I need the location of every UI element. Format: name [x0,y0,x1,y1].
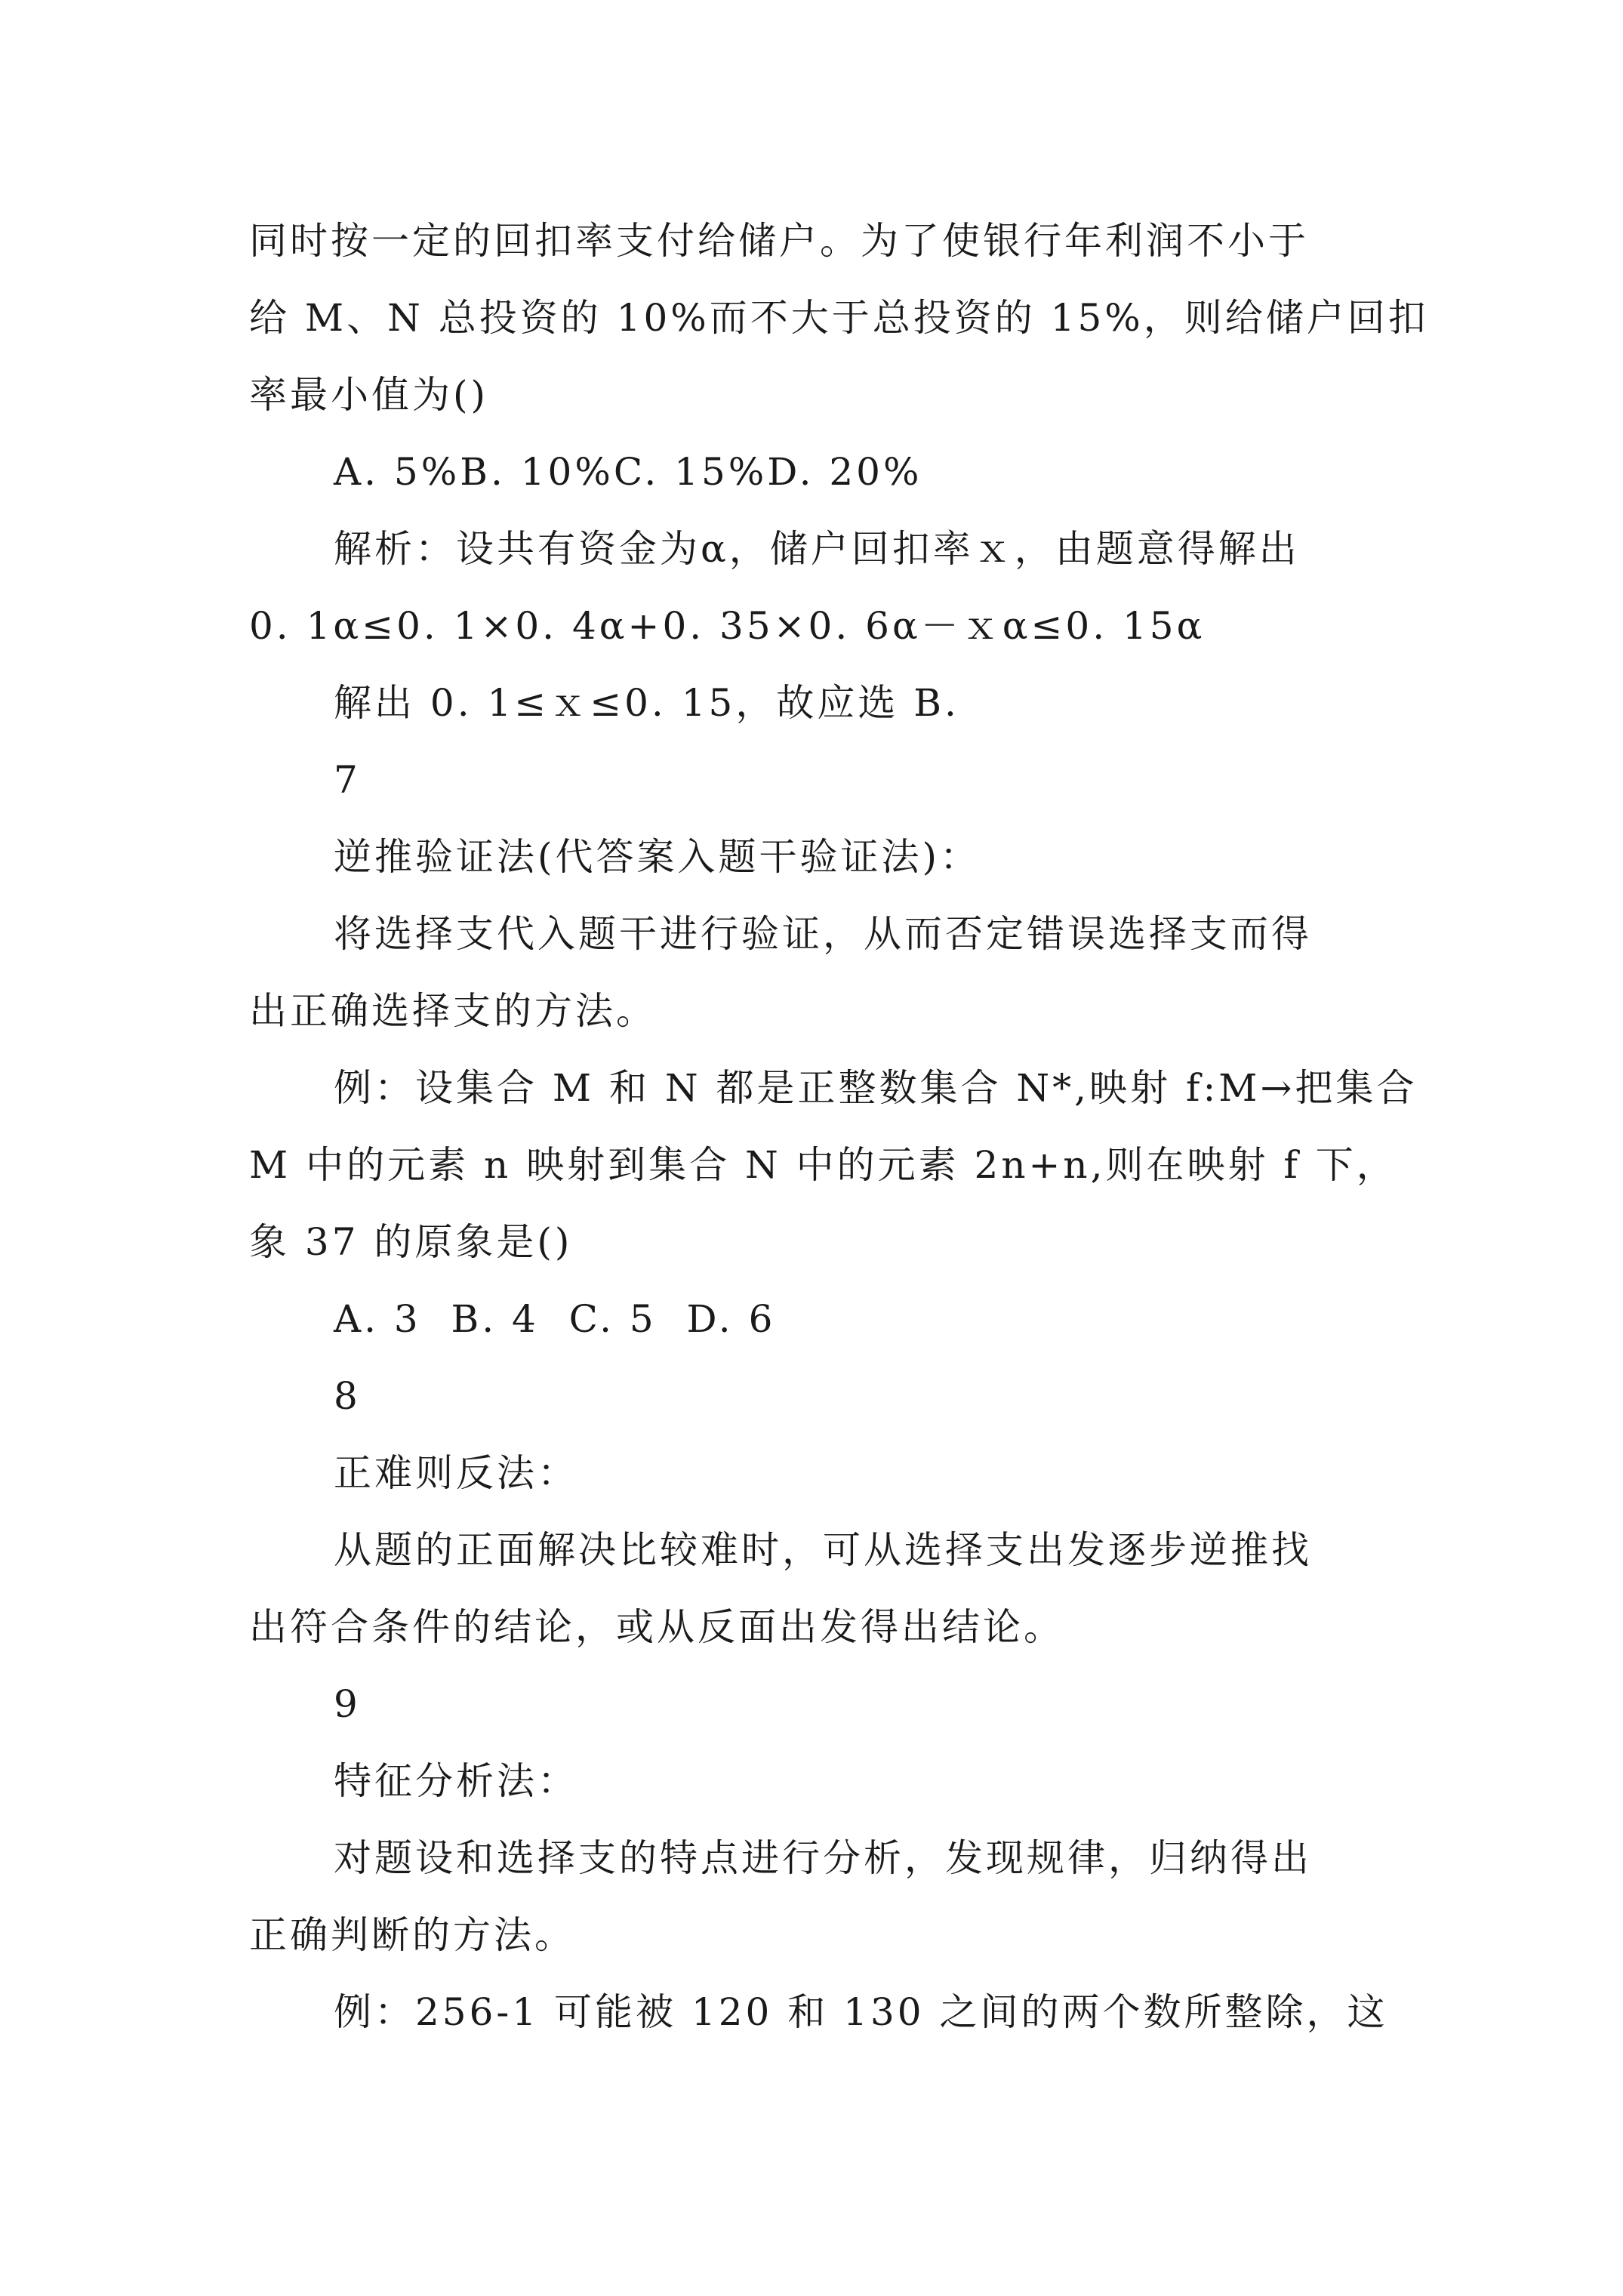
text-line: 象 37 的原象是() [249,1220,573,1264]
example-text: 例：设集合 M 和 N 都是正整数集合 N*,映射 f:M→把集合 [334,1066,1418,1110]
section-heading: 特征分析法： [334,1759,578,1803]
section-heading: 正难则反法： [334,1451,578,1495]
section-heading: 逆推验证法(代答案入题干验证法)： [334,835,981,879]
paragraph-text: 从题的正面解决比较难时，可从选择支出发逐步逆推找 [334,1528,1312,1572]
solution-conclusion: 解出 0. 1≤ｘ≤0. 15，故应选 B. [334,681,959,725]
document-body [249,202,1429,2051]
text-line: 出正确选择支的方法。 [249,989,657,1033]
section-number: 8 [334,1374,361,1418]
text-line: 正确判断的方法。 [249,1913,575,1957]
section-number: 7 [334,758,361,802]
paragraph-text: 对题设和选择支的特点进行分析，发现规律，归纳得出 [334,1836,1312,1880]
text-line: 同时按一定的回扣率支付给储户。为了使银行年利润不小于 [249,219,1309,263]
text-line: 出符合条件的结论，或从反面出发得出结论。 [249,1605,1064,1649]
paragraph-text: 将选择支代入题干进行验证，从而否定错误选择支而得 [334,912,1312,956]
text-line: M 中的元素 n 映射到集合 N 中的元素 2n+n,则在映射 f 下， [249,1143,1397,1187]
equation-line: 0. 1α≤0. 1×0. 4α+0. 35×0. 6α－ｘα≤0. 15α [249,604,1206,648]
text-line: 率最小值为() [249,373,489,417]
section-number: 9 [334,1682,361,1726]
text-line: 给 M、N 总投资的 10%而不大于总投资的 15%，则给储户回扣 [249,296,1429,340]
answer-options: A. 3 B. 4 C. 5 D. 6 [334,1297,776,1341]
answer-options: A. 5%B. 10%C. 15%D. 20% [334,450,922,494]
example-text: 例：256-1 可能被 120 和 130 之间的两个数所整除，这 [334,1990,1388,2034]
solution-text: 解析：设共有资金为α，储户回扣率ｘ，由题意得解出 [334,527,1300,571]
